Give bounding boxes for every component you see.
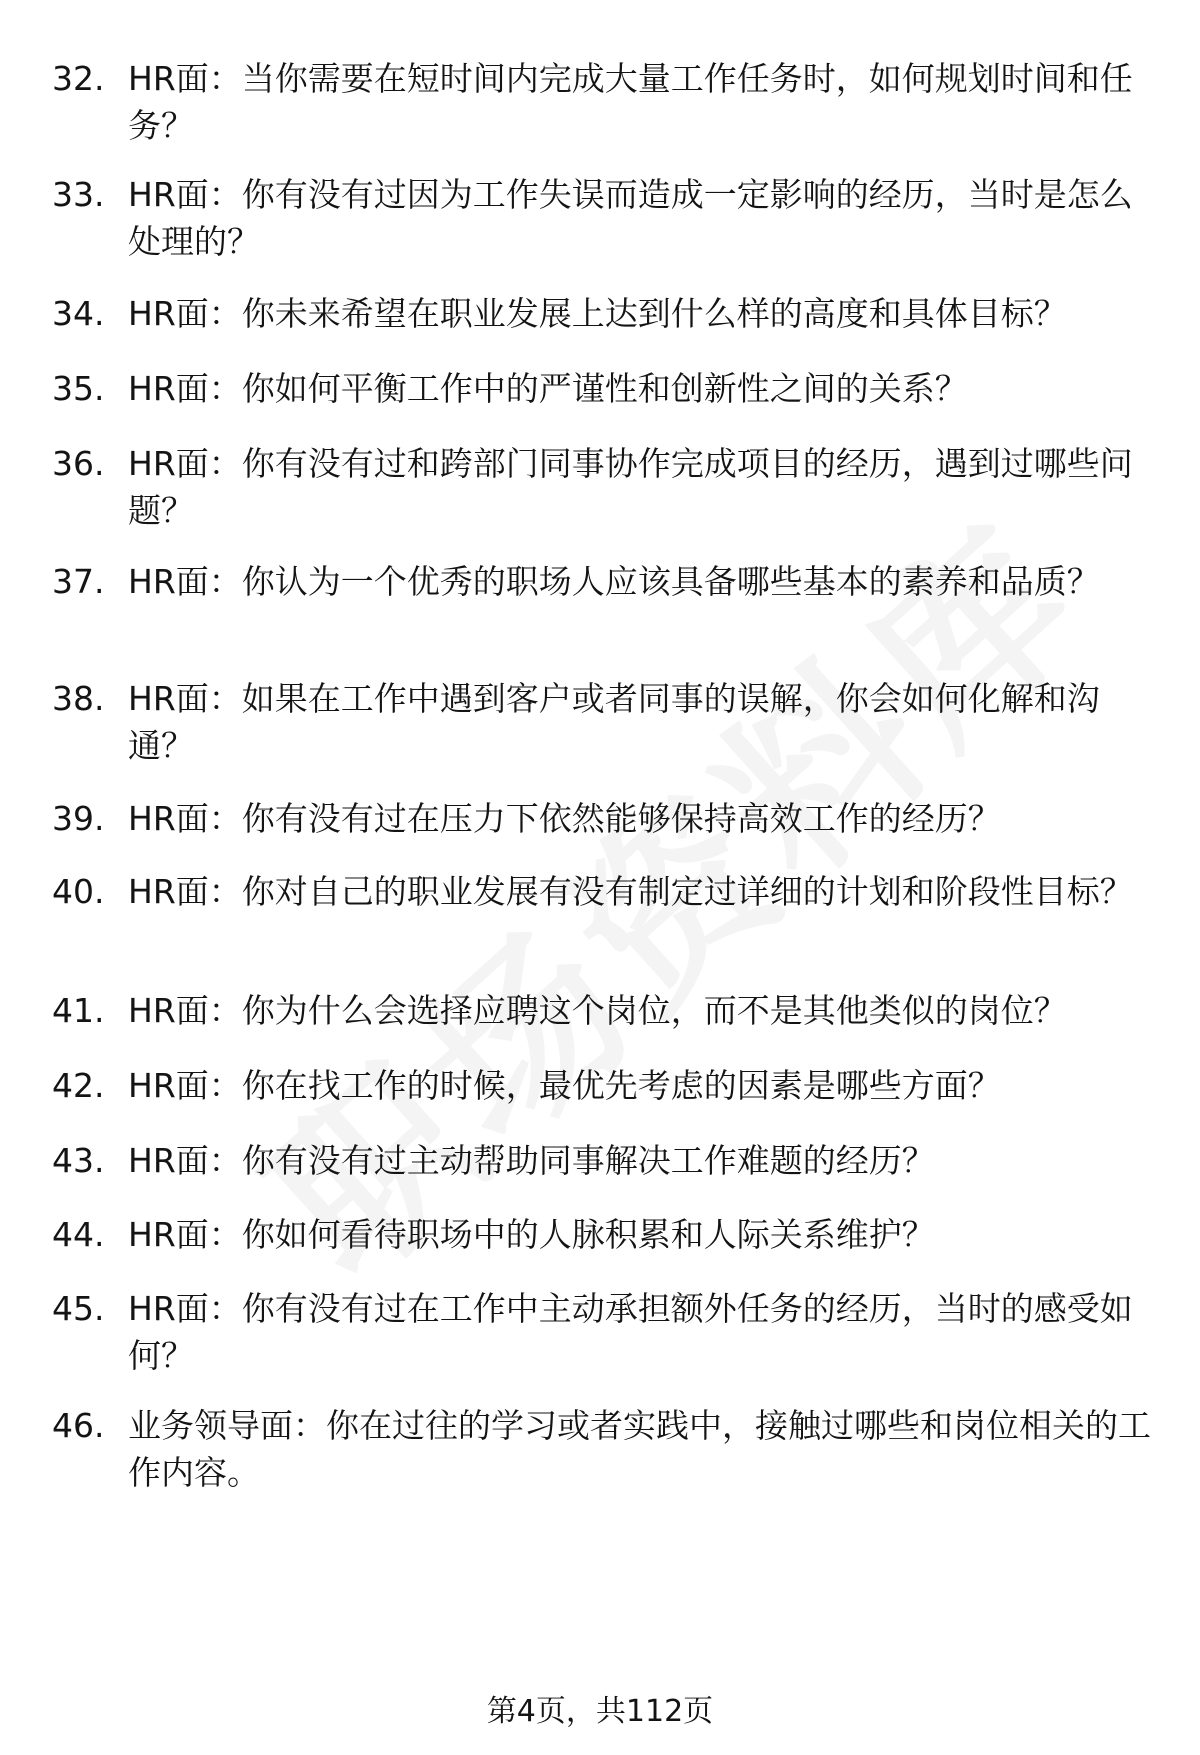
question-number: 40.	[52, 872, 105, 911]
question-number: 39.	[52, 799, 105, 838]
question-item-35	[52, 365, 1162, 412]
question-text: HR面：你如何平衡工作中的严谨性和创新性之间的关系？	[128, 369, 968, 408]
question-number: 34.	[52, 294, 105, 333]
question-text: HR面：你未来希望在职业发展上达到什么样的高度和具体目标？	[128, 294, 1067, 333]
question-text: HR面：你有没有过在压力下依然能够保持高效工作的经历？	[128, 799, 1001, 838]
question-text: HR面：你有没有过主动帮助同事解决工作难题的经历？	[128, 1141, 935, 1180]
page-number-footer: 第4页，共112页	[486, 1694, 714, 1729]
question-number: 44.	[52, 1215, 105, 1254]
question-item-33	[52, 171, 1162, 265]
question-text: HR面：如果在工作中遇到客户或者同事的误解，你会如何化解和沟通？	[128, 679, 1100, 765]
question-number: 35.	[52, 369, 105, 408]
question-text: HR面：你认为一个优秀的职场人应该具备哪些基本的素养和品质？	[128, 562, 1100, 601]
question-number: 46.	[52, 1406, 105, 1445]
question-text: HR面：你对自己的职业发展有没有制定过详细的计划和阶段性目标？	[128, 872, 1133, 911]
question-item-44	[52, 1211, 1162, 1258]
question-item-36	[52, 440, 1162, 534]
question-text: HR面：你如何看待职场中的人脉积累和人际关系维护？	[128, 1215, 935, 1254]
question-item-34	[52, 290, 1162, 337]
question-item-38	[52, 675, 1162, 769]
question-text: HR面：你在找工作的时候，最优先考虑的因素是哪些方面？	[128, 1066, 1001, 1105]
question-number: 36.	[52, 444, 105, 483]
question-number: 33.	[52, 175, 105, 214]
question-number: 32.	[52, 59, 105, 98]
question-number: 37.	[52, 562, 105, 601]
question-item-32	[52, 55, 1162, 149]
question-item-42	[52, 1062, 1162, 1109]
question-number: 41.	[52, 991, 105, 1030]
question-number: 38.	[52, 679, 105, 718]
question-text: HR面：你为什么会选择应聘这个岗位，而不是其他类似的岗位？	[128, 991, 1067, 1030]
question-item-39	[52, 795, 1162, 842]
question-text: HR面：你有没有过和跨部门同事协作完成项目的经历，遇到过哪些问题？	[128, 444, 1133, 530]
question-text: 业务领导面：你在过往的学习或者实践中，接触过哪些和岗位相关的工作内容。	[128, 1406, 1151, 1492]
question-text: HR面：你有没有过在工作中主动承担额外任务的经历，当时的感受如何？	[128, 1289, 1133, 1375]
question-text: HR面：你有没有过因为工作失误而造成一定影响的经历，当时是怎么处理的？	[128, 175, 1133, 261]
question-number: 43.	[52, 1141, 105, 1180]
question-text: HR面：当你需要在短时间内完成大量工作任务时，如何规划时间和任务？	[128, 59, 1133, 145]
question-item-41	[52, 987, 1162, 1034]
question-number: 45.	[52, 1289, 105, 1328]
question-item-40	[52, 868, 1162, 915]
question-item-43	[52, 1137, 1162, 1184]
question-item-46	[52, 1402, 1162, 1496]
question-item-37	[52, 558, 1162, 605]
question-number: 42.	[52, 1066, 105, 1105]
question-item-45	[52, 1285, 1162, 1379]
